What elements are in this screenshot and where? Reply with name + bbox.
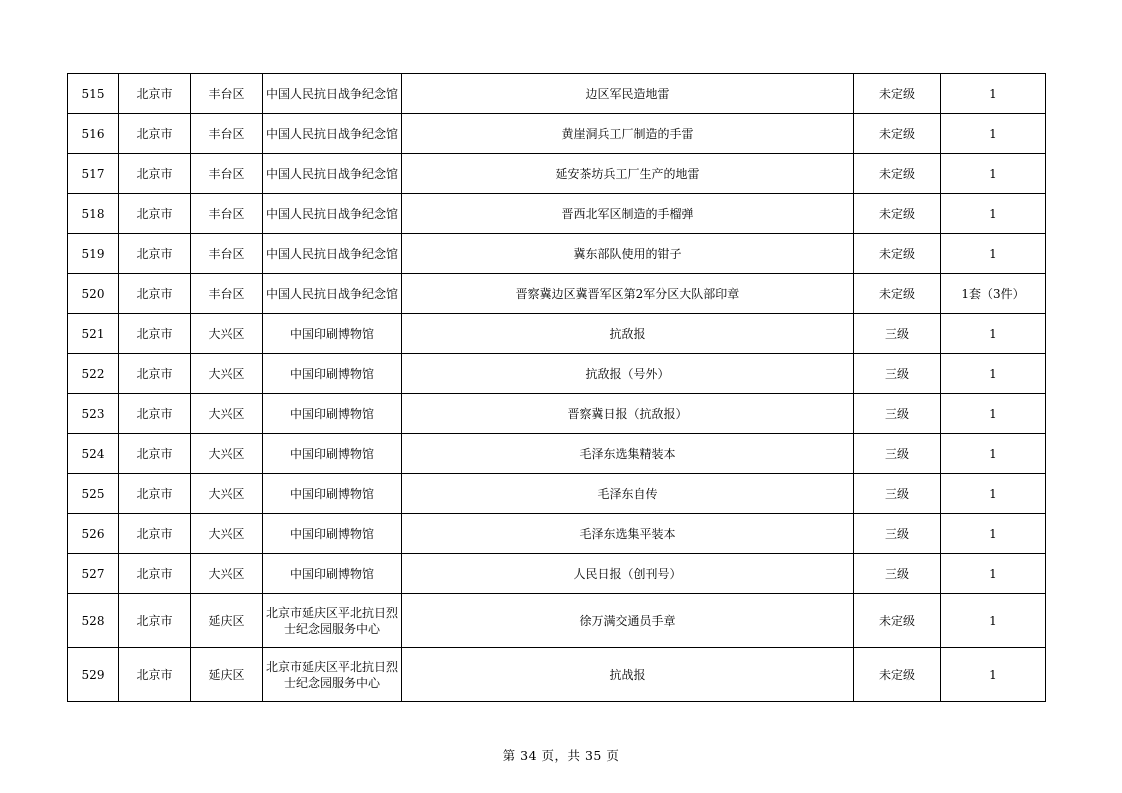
cell-city: 北京市: [119, 314, 191, 354]
cell-museum: 中国印刷博物馆: [263, 394, 402, 434]
cell-grade: 三级: [854, 314, 941, 354]
cell-number: 529: [68, 648, 119, 702]
table-row: [68, 154, 1046, 194]
table-row: [68, 434, 1046, 474]
cell-district: 丰台区: [191, 74, 263, 114]
cell-quantity: 1: [941, 474, 1046, 514]
cell-city: 北京市: [119, 514, 191, 554]
cell-museum: 中国人民抗日战争纪念馆: [263, 234, 402, 274]
cell-grade: 三级: [854, 394, 941, 434]
cell-district: 丰台区: [191, 114, 263, 154]
cell-museum: 中国印刷博物馆: [263, 474, 402, 514]
cell-item-name: 抗敌报: [402, 314, 854, 354]
cell-grade: 未定级: [854, 594, 941, 648]
cell-grade: 三级: [854, 474, 941, 514]
cell-quantity: 1: [941, 154, 1046, 194]
cell-quantity: 1: [941, 594, 1046, 648]
cell-museum: 北京市延庆区平北抗日烈士纪念园服务中心: [263, 594, 402, 648]
cell-city: 北京市: [119, 434, 191, 474]
table-row: [68, 274, 1046, 314]
cell-grade: 三级: [854, 514, 941, 554]
cell-item-name: 边区军民造地雷: [402, 74, 854, 114]
cell-district: 丰台区: [191, 274, 263, 314]
cell-district: 大兴区: [191, 434, 263, 474]
cell-grade: 未定级: [854, 114, 941, 154]
cell-city: 北京市: [119, 554, 191, 594]
cell-number: 517: [68, 154, 119, 194]
cell-grade: 未定级: [854, 234, 941, 274]
cell-district: 大兴区: [191, 394, 263, 434]
cell-item-name: 晋察冀日报（抗敌报）: [402, 394, 854, 434]
cell-museum: 中国印刷博物馆: [263, 434, 402, 474]
cell-district: 延庆区: [191, 594, 263, 648]
table-row: [68, 74, 1046, 114]
cell-city: 北京市: [119, 394, 191, 434]
cell-grade: 未定级: [854, 154, 941, 194]
cell-grade: 三级: [854, 354, 941, 394]
cell-item-name: 毛泽东选集平装本: [402, 514, 854, 554]
cell-item-name: 延安茶坊兵工厂生产的地雷: [402, 154, 854, 194]
cell-district: 大兴区: [191, 554, 263, 594]
cell-district: 大兴区: [191, 514, 263, 554]
cell-item-name: 徐万满交通员手章: [402, 594, 854, 648]
cell-district: 丰台区: [191, 154, 263, 194]
table-row: [68, 354, 1046, 394]
table-row: [68, 394, 1046, 434]
cell-number: 520: [68, 274, 119, 314]
cell-item-name: 晋察冀边区冀晋军区第2军分区大队部印章: [402, 274, 854, 314]
table-row: [68, 594, 1046, 648]
cell-item-name: 抗敌报（号外）: [402, 354, 854, 394]
cell-number: 528: [68, 594, 119, 648]
cell-grade: 未定级: [854, 194, 941, 234]
table-row: [68, 194, 1046, 234]
cell-museum: 中国印刷博物馆: [263, 514, 402, 554]
cell-museum: 北京市延庆区平北抗日烈士纪念园服务中心: [263, 648, 402, 702]
table-row: [68, 554, 1046, 594]
cell-quantity: 1: [941, 114, 1046, 154]
cell-number: 524: [68, 434, 119, 474]
cell-quantity: 1: [941, 354, 1046, 394]
cell-quantity: 1: [941, 194, 1046, 234]
cell-item-name: 冀东部队使用的钳子: [402, 234, 854, 274]
cell-city: 北京市: [119, 354, 191, 394]
cell-quantity: 1套（3件）: [941, 274, 1046, 314]
cell-item-name: 黄崖洞兵工厂制造的手雷: [402, 114, 854, 154]
cell-number: 515: [68, 74, 119, 114]
cell-museum: 中国人民抗日战争纪念馆: [263, 74, 402, 114]
cell-quantity: 1: [941, 234, 1046, 274]
table-row: [68, 514, 1046, 554]
cell-quantity: 1: [941, 434, 1046, 474]
cell-grade: 三级: [854, 434, 941, 474]
cell-grade: 未定级: [854, 274, 941, 314]
cell-city: 北京市: [119, 474, 191, 514]
cell-museum: 中国印刷博物馆: [263, 314, 402, 354]
table-row: [68, 114, 1046, 154]
cell-item-name: 晋西北军区制造的手榴弹: [402, 194, 854, 234]
cell-city: 北京市: [119, 154, 191, 194]
cell-district: 大兴区: [191, 354, 263, 394]
cell-grade: 未定级: [854, 648, 941, 702]
table-row: [68, 474, 1046, 514]
cell-museum: 中国印刷博物馆: [263, 554, 402, 594]
cell-district: 丰台区: [191, 234, 263, 274]
cell-quantity: 1: [941, 394, 1046, 434]
cell-quantity: 1: [941, 514, 1046, 554]
table-row: [68, 234, 1046, 274]
cell-city: 北京市: [119, 594, 191, 648]
cell-item-name: 毛泽东自传: [402, 474, 854, 514]
cell-number: 527: [68, 554, 119, 594]
cell-item-name: 毛泽东选集精装本: [402, 434, 854, 474]
cell-district: 大兴区: [191, 314, 263, 354]
cell-city: 北京市: [119, 194, 191, 234]
cell-number: 516: [68, 114, 119, 154]
cell-city: 北京市: [119, 74, 191, 114]
cell-museum: 中国人民抗日战争纪念馆: [263, 154, 402, 194]
cell-museum: 中国人民抗日战争纪念馆: [263, 194, 402, 234]
cell-city: 北京市: [119, 114, 191, 154]
cell-number: 518: [68, 194, 119, 234]
cell-number: 523: [68, 394, 119, 434]
cell-city: 北京市: [119, 648, 191, 702]
cell-museum: 中国人民抗日战争纪念馆: [263, 274, 402, 314]
cell-number: 525: [68, 474, 119, 514]
collection-table: [67, 73, 1046, 702]
cell-district: 延庆区: [191, 648, 263, 702]
cell-district: 丰台区: [191, 194, 263, 234]
cell-city: 北京市: [119, 274, 191, 314]
page-number-footer: 第 34 页，共 35 页: [502, 748, 620, 763]
cell-city: 北京市: [119, 234, 191, 274]
cell-quantity: 1: [941, 314, 1046, 354]
cell-quantity: 1: [941, 74, 1046, 114]
cell-museum: 中国印刷博物馆: [263, 354, 402, 394]
cell-quantity: 1: [941, 554, 1046, 594]
cell-number: 521: [68, 314, 119, 354]
table-row: [68, 648, 1046, 702]
cell-number: 519: [68, 234, 119, 274]
table-row: [68, 314, 1046, 354]
cell-grade: 三级: [854, 554, 941, 594]
cell-item-name: 抗战报: [402, 648, 854, 702]
cell-number: 526: [68, 514, 119, 554]
cell-district: 大兴区: [191, 474, 263, 514]
cell-museum: 中国人民抗日战争纪念馆: [263, 114, 402, 154]
cell-quantity: 1: [941, 648, 1046, 702]
cell-number: 522: [68, 354, 119, 394]
cell-item-name: 人民日报（创刊号）: [402, 554, 854, 594]
cell-grade: 未定级: [854, 74, 941, 114]
